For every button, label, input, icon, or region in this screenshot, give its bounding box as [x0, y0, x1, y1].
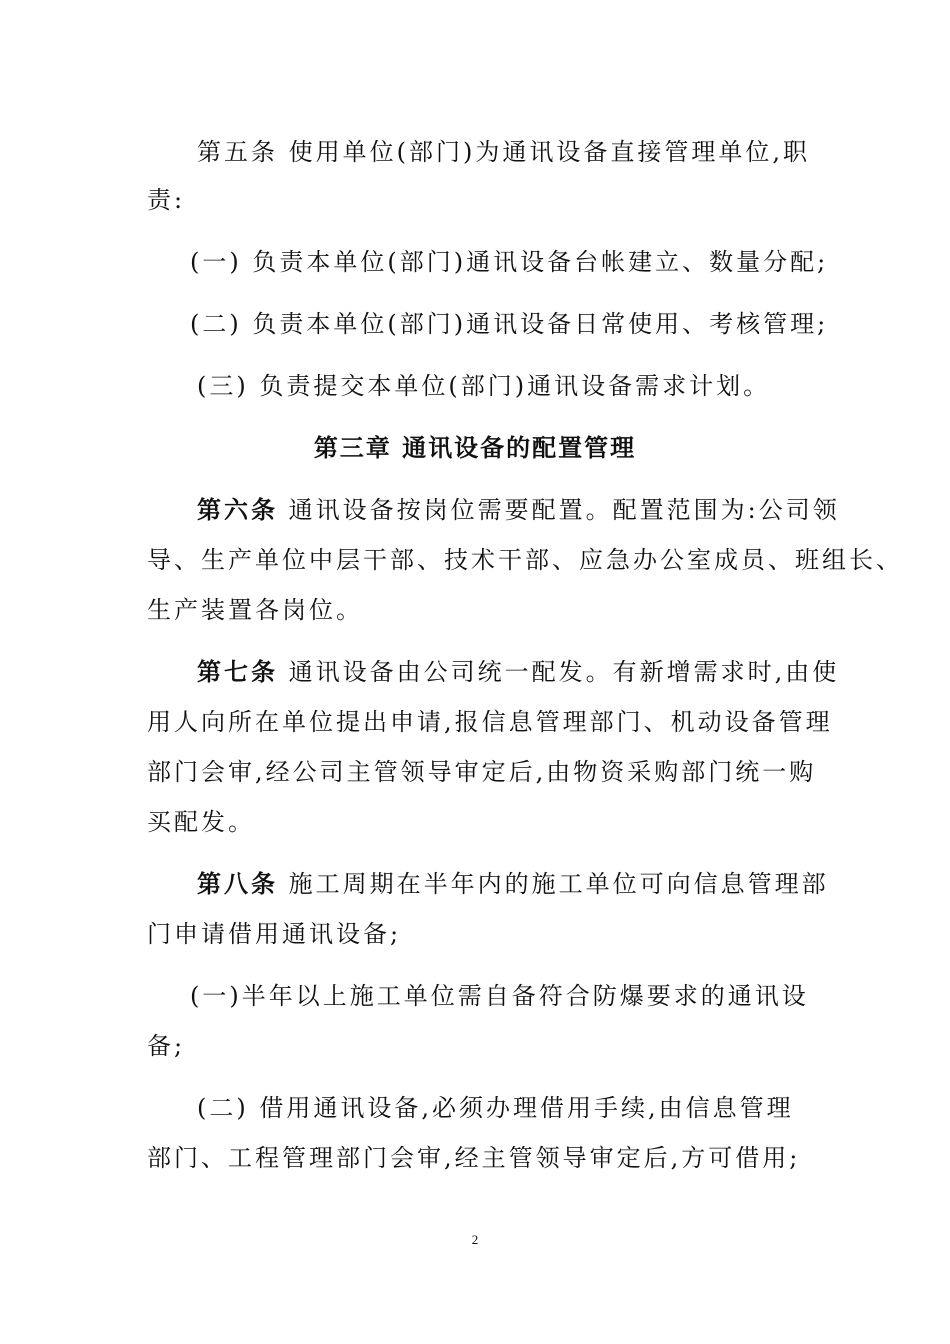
article-7-label: 第七条	[197, 658, 278, 686]
article-8-line-2: 门申请借用通讯设备;	[147, 920, 402, 948]
article-8-line-1	[197, 870, 829, 898]
article-6-label: 第六条	[197, 496, 278, 524]
article-8-item-1-line-2: 备;	[147, 1032, 186, 1060]
article-6-text-1: 通讯设备按岗位需要配置。配置范围为:公司领	[288, 496, 840, 524]
article-8-label: 第八条	[197, 870, 278, 898]
article-8-text-1: 施工周期在半年内的施工单位可向信息管理部	[288, 870, 829, 898]
page-number: 2	[471, 1232, 479, 1247]
article-8-item-1-line-1: (一)半年以上施工单位需自备符合防爆要求的通讯设	[190, 982, 809, 1010]
article-7-line-3: 部门会审,经公司主管领导审定后,由物资采购部门统一购	[147, 758, 817, 786]
article-8-item-2-line-2: 部门、工程管理部门会审,经主管领导审定后,方可借用;	[147, 1144, 801, 1172]
article-5-item-3: (三) 负责提交本单位(部门)通讯设备需求计划。	[197, 372, 771, 400]
article-8-item-2-line-1: (二) 借用通讯设备,必须办理借用手续,由信息管理	[197, 1094, 794, 1122]
article-7-line-2: 用人向所在单位提出申请,报信息管理部门、机动设备管理	[147, 708, 833, 736]
article-6-line-3: 生产装置各岗位。	[147, 596, 363, 624]
article-5-line-1: 第五条 使用单位(部门)为通讯设备直接管理单位,职	[197, 138, 810, 166]
article-7-text-1: 通讯设备由公司统一配发。有新增需求时,由使	[288, 658, 840, 686]
article-6-line-2: 导、生产单位中层干部、技术干部、应急办公室成员、班组长、	[147, 546, 903, 574]
article-7-line-1	[197, 658, 839, 686]
article-5-line-2: 责:	[147, 186, 186, 214]
article-5-item-1: (一) 负责本单位(部门)通讯设备台帐建立、数量分配;	[190, 248, 829, 276]
article-6-line-1	[197, 496, 840, 524]
article-5-item-2: (二) 负责本单位(部门)通讯设备日常使用、考核管理;	[190, 310, 829, 338]
article-7-line-4: 买配发。	[147, 808, 255, 836]
chapter-3-heading: 第三章 通讯设备的配置管理	[313, 434, 637, 462]
